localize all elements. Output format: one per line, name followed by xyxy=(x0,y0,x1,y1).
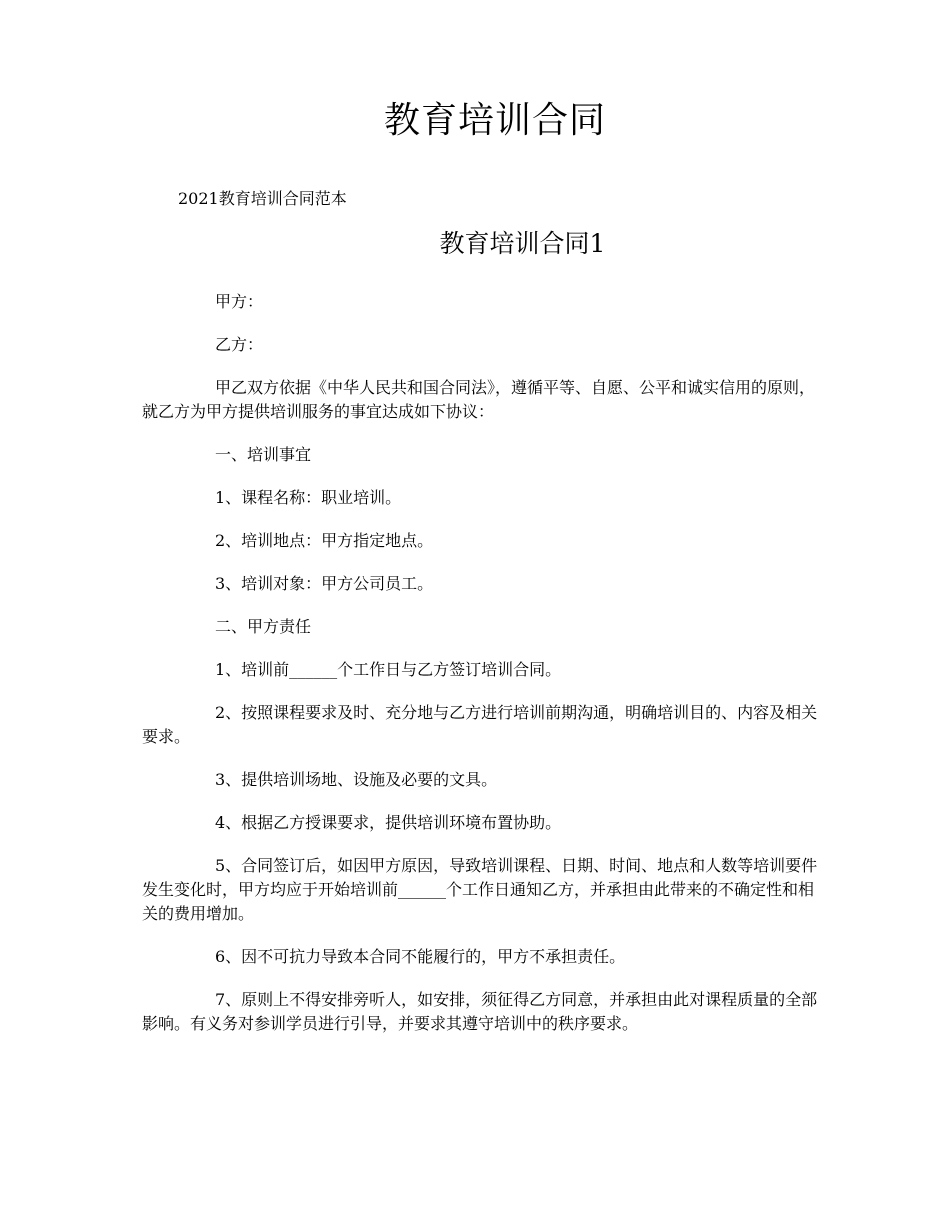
contract-title: 教育培训合同1 xyxy=(439,229,606,258)
document-title: 教育培训合同 xyxy=(383,100,606,141)
section-heading-party-a-duties: 二、甲方责任 xyxy=(215,617,312,636)
duty-clause-1: 1、培训前______个工作日与乙方签订培训合同。 xyxy=(215,660,562,679)
section-heading-training-matters: 一、培训事宜 xyxy=(215,445,312,464)
duty-clause-6: 6、因不可抗力导致本合同不能履行的，甲方不承担责任。 xyxy=(215,947,626,966)
contract-body xyxy=(142,290,818,1055)
duty-clause-3: 3、提供培训场地、设施及必要的文具。 xyxy=(215,770,498,789)
party-b-line: 乙方： xyxy=(215,335,264,354)
preamble-paragraph: 甲乙双方依据《中华人民共和国合同法》，遵循平等、自愿、公平和诚实信用的原则，就乙方为甲方提供培训服务的事宜达成如下协议： xyxy=(142,378,816,421)
document-subtitle: 2021教育培训合同范本 xyxy=(178,189,347,208)
clause-training-audience: 3、培训对象：甲方公司员工。 xyxy=(215,574,434,593)
duty-clause-5: 5、合同签订后，如因甲方原因，导致培训课程、日期、时间、地点和人数等培训要件发生变化时，甲方均应于开始培训前______个工作日通知乙方，并承担由此带来的不确定性和相关的费用增加。 xyxy=(142,856,818,923)
clause-training-location: 2、培训地点：甲方指定地点。 xyxy=(215,531,434,550)
party-a-line: 甲方： xyxy=(215,292,264,311)
duty-clause-7: 7、原则上不得安排旁听人，如安排，须征得乙方同意，并承担由此对课程质量的全部影响。有义务对参训学员进行引导，并要求其遵守培训中的秩序要求。 xyxy=(142,990,818,1033)
duty-clause-2: 2、按照课程要求及时、充分地与乙方进行培训前期沟通，明确培训目的、内容及相关要求。 xyxy=(142,703,818,746)
duty-clause-4: 4、根据乙方授课要求，提供培训环境布置协助。 xyxy=(215,813,562,832)
clause-course-name: 1、课程名称：职业培训。 xyxy=(215,488,402,507)
